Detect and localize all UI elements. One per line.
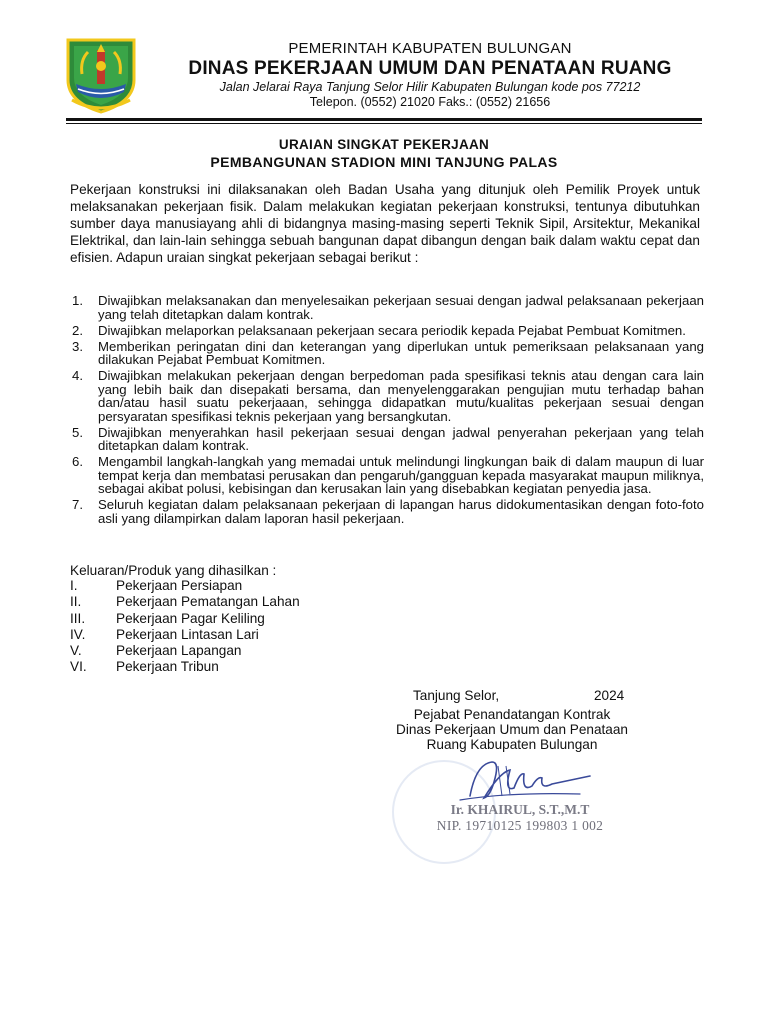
regency-emblem-icon bbox=[62, 34, 140, 114]
signatory-role-2: Dinas Pekerjaan Umum dan Penataan bbox=[396, 722, 628, 737]
document-title bbox=[70, 137, 698, 171]
list-item: 7. Seluruh kegiatan dalam pelaksanaan pekerjaan di lapangan harus didokumentasikan dengan foto-foto asli yang dilampirkan dalam laporan hasil pekerjaan. bbox=[72, 497, 704, 526]
title-line-2: PEMBANGUNAN STADION MINI TANJUNG PALAS bbox=[210, 154, 558, 170]
signature-place: Tanjung Selor, bbox=[413, 688, 500, 703]
output-item: VI. Pekerjaan Tribun bbox=[70, 659, 219, 675]
signatory-role-1: Pejabat Penandatangan Kontrak bbox=[413, 707, 611, 722]
duties-list bbox=[70, 294, 704, 528]
letterhead bbox=[140, 40, 720, 110]
outputs-list bbox=[70, 578, 300, 676]
signatory-nip: NIP. 19710125 199803 1 002 bbox=[436, 818, 604, 833]
letterhead-divider bbox=[66, 118, 702, 121]
list-item: 2. Diwajibkan melaporkan pelaksanaan pekerjaan secara periodik kepada Pejabat Pembuat Komitmen. bbox=[72, 322, 686, 338]
output-item: I. Pekerjaan Persiapan bbox=[70, 578, 243, 593]
output-item: IV. Pekerjaan Lintasan Lari bbox=[70, 626, 259, 642]
list-item: 4. Diwajibkan melakukan pekerjaan dengan berpedoman pada spesifikasi teknis atau dengan cara lain yang lebih baik dan disepakati bersama, dan menyelenggarakan pengujian mutu terhadap bahan dan/atau hasil suatu pekerjaaan, sehingga didapatkan mutu/kualitas pekerjaan sesuai dengan persyaratan spesifikasi teknis pekerjaan yang bersangkutan. bbox=[72, 368, 704, 424]
agency-phone: Telepon. (0552) 21020 Faks.: (0552) 21656 bbox=[309, 95, 551, 109]
agency-name: DINAS PEKERJAAN UMUM DAN PENATAAN RUANG bbox=[188, 58, 672, 79]
title-line-1: URAIAN SINGKAT PEKERJAAN bbox=[278, 137, 490, 152]
agency-address: Jalan Jelarai Raya Tanjung Selor Hilir Kabupaten Bulungan kode pos 77212 bbox=[219, 80, 641, 94]
output-item: V. Pekerjaan Lapangan bbox=[70, 643, 242, 659]
list-item: 6. Mengambil langkah-langkah yang memadai untuk melindungi lingkungan baik di dalam maupun di luar tempat kerja dan membatasi perusakan dan pengaruh/gangguan kepada masyarakat maupun miliknya, sebagai akibat polusi, kebisingan dan kerusakan lain yang disebabkan kegiatan penyedia jasa. bbox=[72, 454, 704, 496]
signatory-role-3: Ruang Kabupaten Bulungan bbox=[426, 737, 598, 752]
list-item: 1. Diwajibkan melaksanakan dan menyelesaikan pekerjaan sesuai dengan jadwal pelaksanaan pekerjaan yang telah ditetapkan dalam kontrak. bbox=[72, 293, 704, 322]
intro-paragraph: Pekerjaan konstruksi ini dilaksanakan oleh Badan Usaha yang ditunjuk oleh Pemilik Proyek untuk melaksanakan pekerjaan fisik. Dalam melakukan kegiatan pekerjaan konstruksi, tentunya dibutuhkan sumber daya manusiayang ahli di bidangnya masing-masing seperti Teknik Sipil, Arsitektur, Mekanikal Elektrikal, dan lain-lain sehingga sebuah bangunan dapat dibangun dengan baik dalam waktu cepat dan efisien. Adapun uraian singkat pekerjaan sebagai berikut : bbox=[70, 182, 700, 265]
government-name: PEMERINTAH KABUPATEN BULUNGAN bbox=[288, 40, 572, 57]
output-item: II. Pekerjaan Pematangan Lahan bbox=[70, 594, 300, 610]
signatory-name: Ir. KHAIRUL, S.T.,M.T bbox=[450, 802, 590, 817]
list-item: 3. Memberikan peringatan dini dan keterangan yang diperlukan untuk pemeriksaan pelaksanaan yang dilakukan Pejabat Pembuat Komitmen. bbox=[72, 338, 704, 367]
outputs-heading: Keluaran/Produk yang dihasilkan : bbox=[70, 563, 277, 578]
list-item: 5. Diwajibkan menyerahkan hasil pekerjaan sesuai dengan jadwal penyerahan pekerjaan yang telah ditetapkan dalam kontrak. bbox=[72, 424, 704, 453]
letterhead-divider-thin bbox=[66, 123, 702, 124]
output-item: III. Pekerjaan Pagar Keliling bbox=[70, 610, 265, 626]
signatory-title bbox=[380, 707, 644, 752]
signature-year: 2024 bbox=[594, 688, 625, 703]
